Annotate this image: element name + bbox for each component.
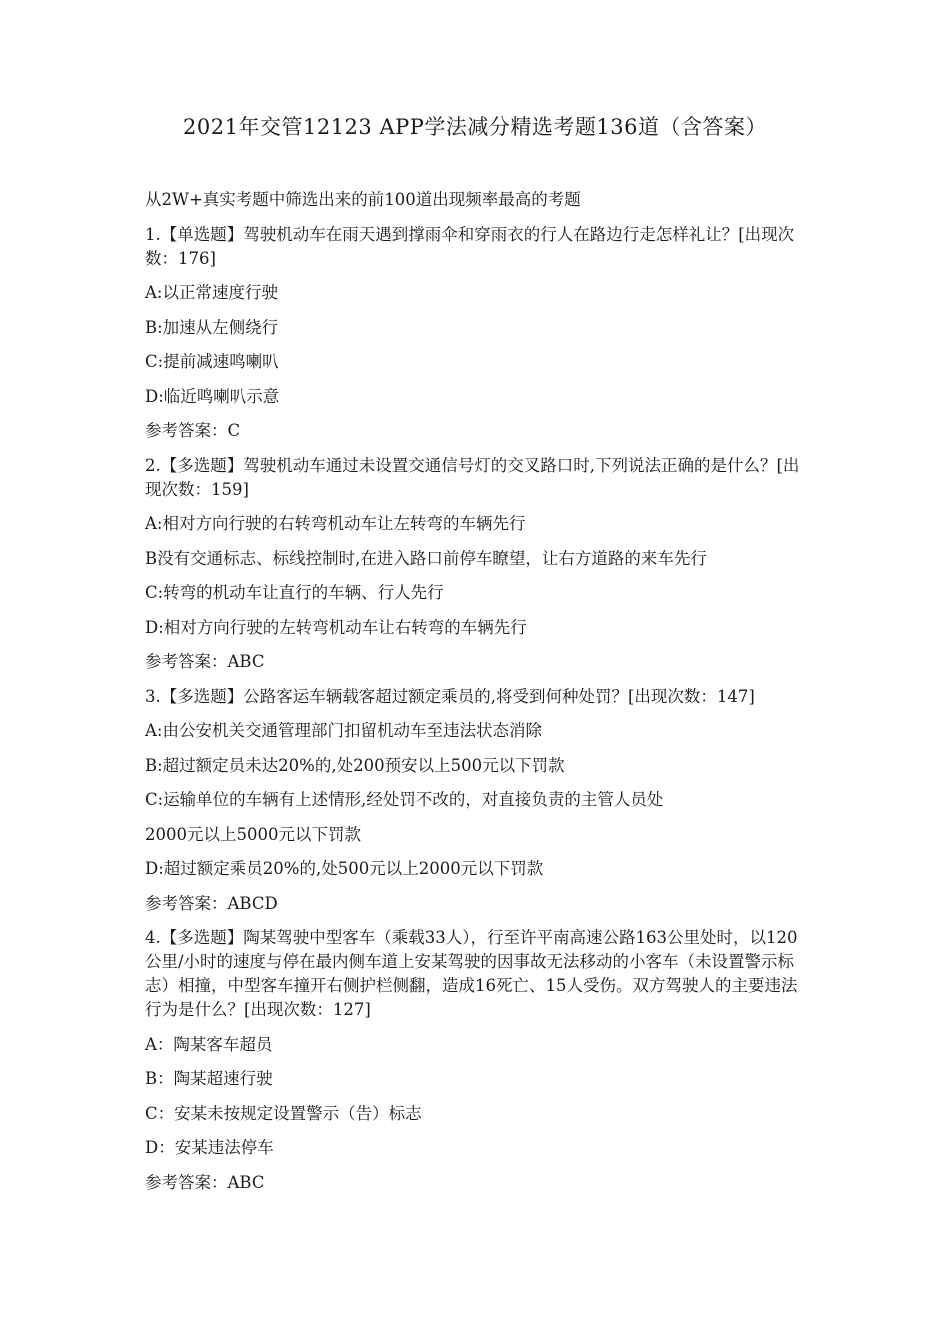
option-a: A:相对方向行驶的右转弯机动车让左转弯的车辆先行 (145, 514, 526, 533)
option-c: C:转弯的机动车让直行的车辆、行人先行 (145, 583, 444, 602)
option-b: B没有交通标志、标线控制时,在进入路口前停车瞭望，让右方道路的来车先行 (145, 548, 707, 568)
question-block (145, 454, 805, 675)
option-a: A:以正常速度行驶 (145, 283, 278, 302)
option-c: C:提前减速鸣喇叭 (145, 352, 279, 371)
option-b: B:超过额定员未达20%的,处200预安以上500元以下罚款 (145, 755, 565, 775)
option-c: C:运输单位的车辆有上述情形,经处罚不改的，对直接负责的主管人员处 (145, 790, 664, 809)
question-stem: 4.【多选题】陶某驾驶中型客车（乘载33人），行至许平南高速公路163公里处时，以120公里/小时的速度与停在最内侧车道上安某驾驶的因事故无法移动的小客车（未设置警示标志）相撞，中型客车撞开右侧护栏侧翻，造成16死亡、15人受伤。双方驾驶人的主要违法行为是什么？[出现次数：127] (145, 928, 798, 1019)
question-block (145, 926, 805, 1195)
option-d: D:临近鸣喇叭示意 (145, 386, 280, 406)
question-stem: 1.【单选题】驾驶机动车在雨天遇到撑雨伞和穿雨衣的行人在路边行走怎样礼让？[出现次数：176] (145, 224, 795, 268)
answer-line: 参考答案：ABC (145, 1172, 265, 1192)
option-c-continued: 2000元以上5000元以下罚款 (145, 824, 361, 844)
document-body (145, 188, 805, 1205)
question-block (145, 223, 805, 444)
question-stem: 3.【多选题】公路客运车辆载客超过额定乘员的,将受到何种处罚？[出现次数：147] (145, 686, 755, 706)
answer-line: 参考答案：ABCD (145, 893, 278, 913)
option-b: B:加速从左侧绕行 (145, 317, 279, 337)
option-b: B：陶某超速行驶 (145, 1069, 273, 1088)
answer-line: 参考答案：C (145, 421, 241, 440)
intro-text: 从2W+真实考题中筛选出来的前100道出现频率最高的考题 (145, 190, 581, 209)
question-stem: 2.【多选题】驾驶机动车通过未设置交通信号灯的交叉路口时,下列说法正确的是什么？[出现次数：159] (145, 455, 800, 499)
answer-line: 参考答案：ABC (145, 652, 265, 671)
question-block (145, 685, 805, 916)
option-a: A：陶某客车超员 (145, 1034, 273, 1054)
document-title: 2021年交管12123 APP学法减分精选考题136道（含答案） (183, 115, 767, 139)
option-d: D:相对方向行驶的左转弯机动车让右转弯的车辆先行 (145, 617, 527, 637)
option-c: C：安某未按规定设置警示（告）标志 (145, 1103, 422, 1123)
option-a: A:由公安机关交通管理部门扣留机动车至违法状态消除 (145, 721, 542, 740)
option-d: D:超过额定乘员20%的,处500元以上2000元以下罚款 (145, 859, 544, 878)
option-d: D：安某违法停车 (145, 1138, 274, 1157)
